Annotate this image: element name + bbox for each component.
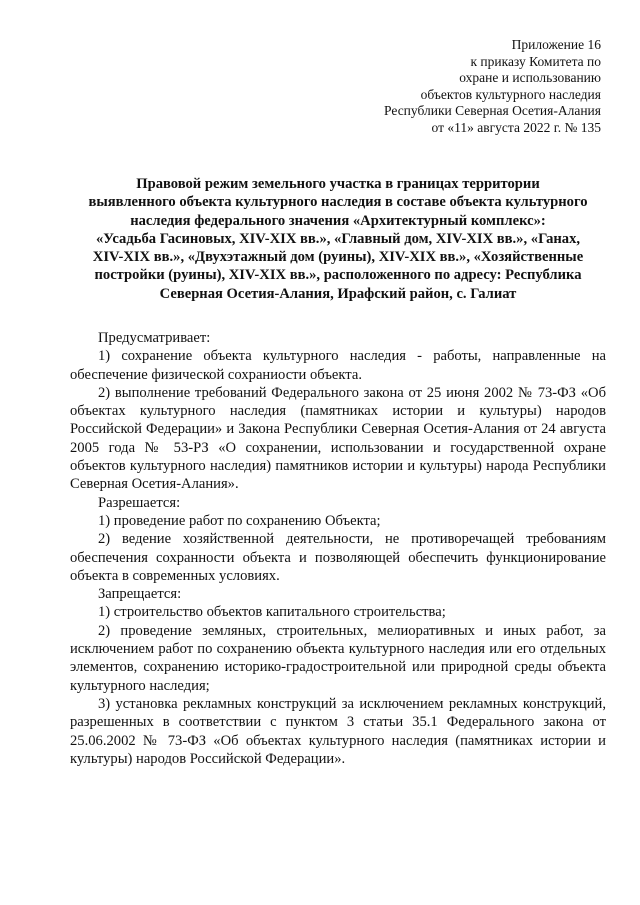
title-line: постройки (руины), XIV-XIX вв.», расположенного по адресу: Республика xyxy=(94,267,582,284)
forbidden-heading: Запрещается: xyxy=(98,586,182,603)
allowed-heading: Разрешается: xyxy=(98,494,181,511)
annex-header xyxy=(341,37,601,137)
document-body xyxy=(70,329,606,768)
title-line: XIV-XIX вв.», «Двухэтажный дом (руины), XIV-XIX вв.», «Хозяйственные xyxy=(92,249,584,266)
allowed-item-2: 2) ведение хозяйственной деятельности, не противоречащей требованиям обеспечения сохранности объекта и позволяющей обеспечить функционирование объекта в современных условиях. xyxy=(70,531,606,584)
forbidden-item-1: 1) строительство объектов капитального строительства; xyxy=(98,604,446,621)
title-line: «Усадьба Гасиновых, XIV-XIX вв.», «Главный дом, XIV-XIX вв.», «Ганах, xyxy=(95,230,581,247)
annex-line: от «11» августа 2022 г. № 135 xyxy=(431,119,601,135)
allowed-item-1: 1) проведение работ по сохранению Объекта; xyxy=(98,512,381,529)
forbidden-item-2: 2) проведение земляных, строительных, мелиоративных и иных работ, за исключением работ по сохранению объекта культурного наследия или его отдельных элементов, сохранению историко-градостроительной или природной среды объекта культурного наследия; xyxy=(70,622,606,694)
title-line: наследия федерального значения «Архитектурный комплекс»: xyxy=(130,212,546,229)
provides-item-2: 2) выполнение требований Федерального закона от 25 июня 2002 № 73-ФЗ «Об объектах культурного наследия (памятниках истории и культуры) народов Российской Федерации» и Закона Республики Северная Осетия-Алания от 24 августа 2005 года № 53-РЗ «О сохранении, использовании и государственной охране объектов культурного наследия) памятников истории и культуры) народа Республики Северная Осетия-Алания». xyxy=(70,384,606,493)
annex-line: Приложение 16 xyxy=(511,37,601,52)
annex-line: охране и использованию xyxy=(459,70,601,86)
annex-line: Республики Северная Осетия-Алания xyxy=(384,103,601,119)
forbidden-item-3: 3) установка рекламных конструкций за исключением рекламных конструкций, разрешенных в соответствии с пунктом 3 статьи 35.1 Федерального закона от 25.06.2002 № 73-ФЗ «Об объектах культурного наследия (памятниках истории и культуры) народов Российской Федерации». xyxy=(70,695,606,767)
title-line: выявленного объекта культурного наследия в составе объекта культурного xyxy=(88,194,588,211)
provides-heading: Предусматривает: xyxy=(98,330,211,346)
document-title xyxy=(68,175,608,303)
annex-line: объектов культурного наследия xyxy=(420,86,601,102)
annex-line: к приказу Комитета по xyxy=(470,53,601,69)
provides-item-1: 1) сохранение объекта культурного наследия - работы, направленные на обеспечение физической сохраниости объекта. xyxy=(70,348,606,383)
title-line: Правовой режим земельного участка в границах территории xyxy=(136,176,540,192)
title-line: Северная Осетия-Алания, Ирафский район, с. Галиат xyxy=(159,285,517,302)
